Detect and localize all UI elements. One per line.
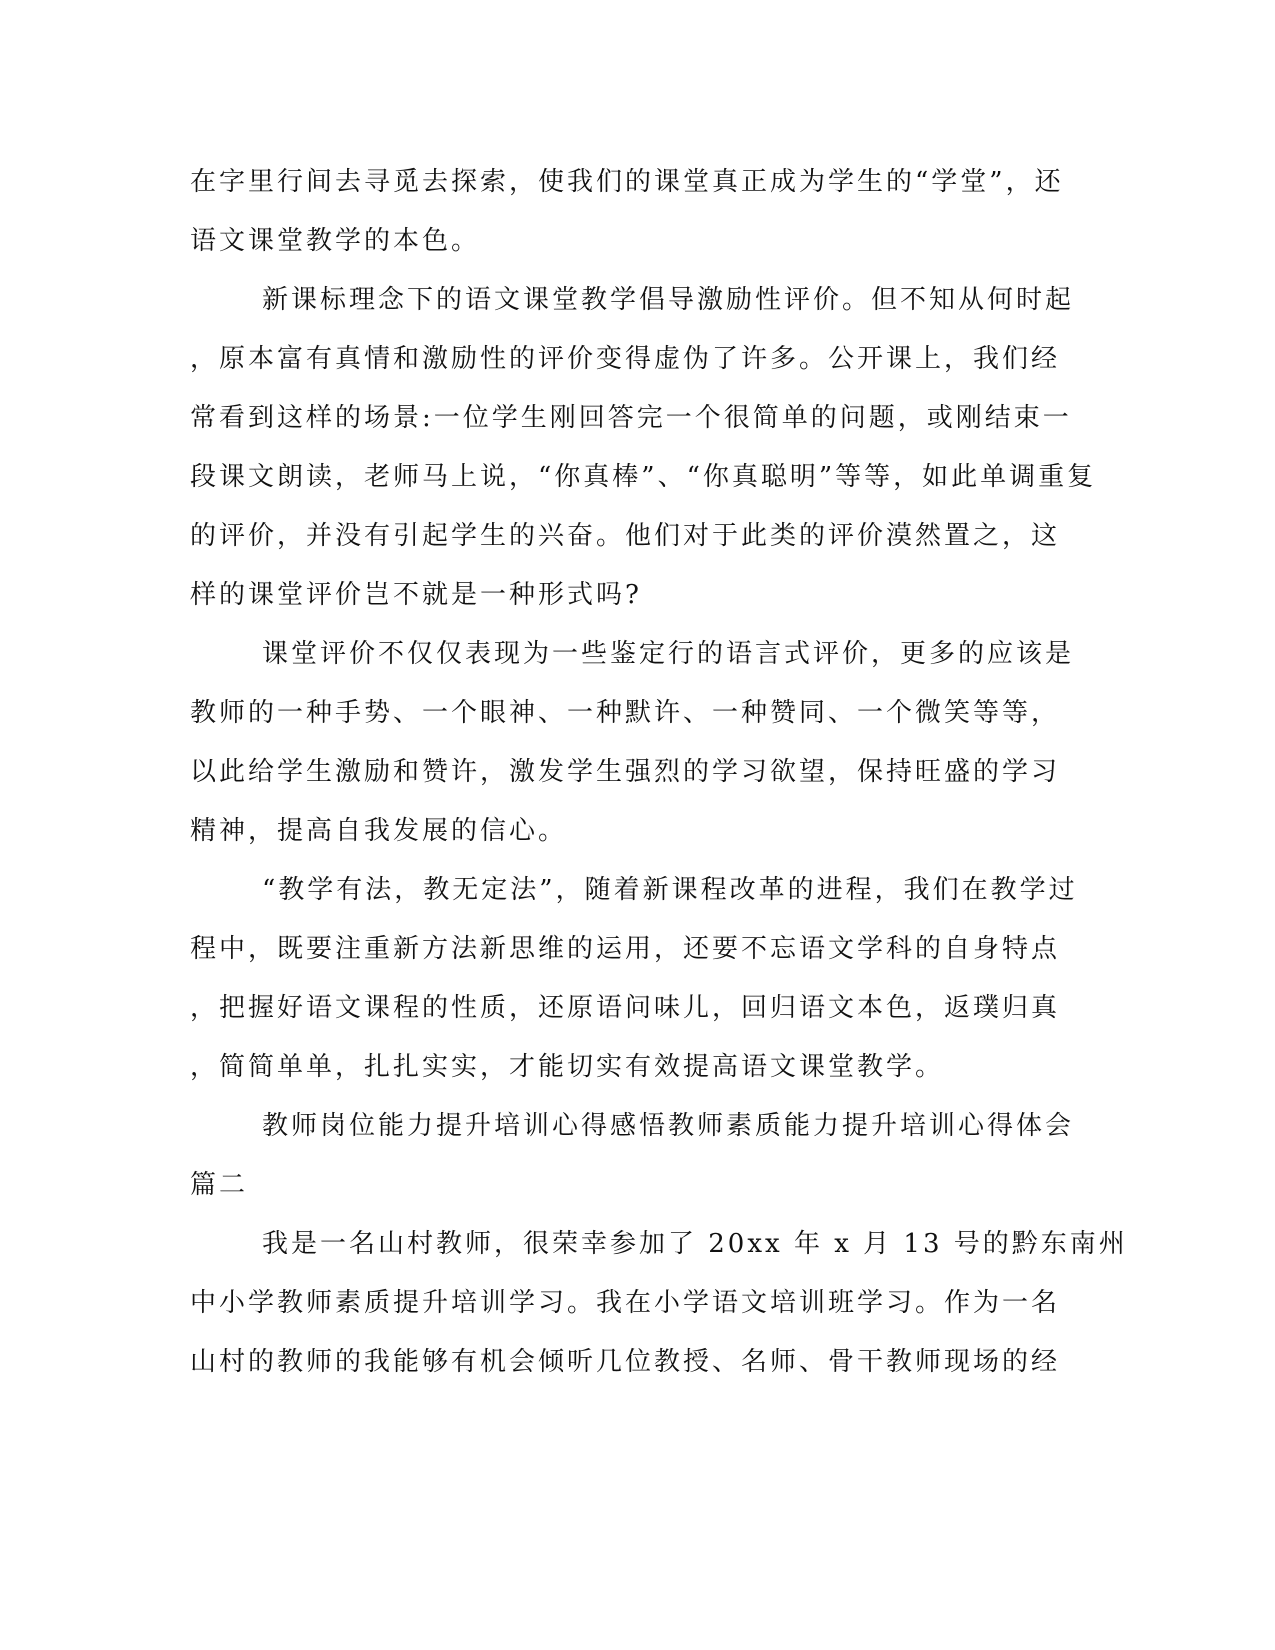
text-line: ，简简单单，扎扎实实，才能切实有效提高语文课堂教学。 (190, 1052, 945, 1082)
paragraph-first-line: 新课标理念下的语文课堂教学倡导激励性评价。但不知从何时起 (262, 285, 1075, 315)
paragraph-first-line: 我是一名山村教师，很荣幸参加了 20xx 年 x 月 13 号的黔东南州 (262, 1229, 1128, 1259)
text-line: 样的课堂评价岂不就是一种形式吗? (190, 580, 642, 610)
text-line: 程中，既要注重新方法新思维的运用，还要不忘语文学科的自身特点 (190, 934, 1061, 964)
paragraph-first-line: 课堂评价不仅仅表现为一些鉴定行的语言式评价，更多的应该是 (262, 639, 1075, 669)
text-line: 山村的教师的我能够有机会倾听几位教授、名师、骨干教师现场的经 (190, 1347, 1061, 1377)
text-line: 语文课堂教学的本色。 (190, 226, 481, 256)
section-heading-continuation: 篇二 (190, 1170, 249, 1200)
text-line: ，原本富有真情和激励性的评价变得虚伪了许多。公开课上，我们经 (190, 344, 1061, 374)
section-heading: 教师岗位能力提升培训心得感悟教师素质能力提升培训心得体会 (262, 1111, 1075, 1141)
text-line: ，把握好语文课程的性质，还原语问味儿，回归语文本色，返璞归真 (190, 993, 1061, 1023)
text-line: 中小学教师素质提升培训学习。我在小学语文培训班学习。作为一名 (190, 1288, 1061, 1318)
paragraph-first-line: “教学有法，教无定法”，随着新课程改革的进程，我们在教学过 (262, 875, 1078, 905)
text-line: 在字里行间去寻觅去探索，使我们的课堂真正成为学生的“学堂”，还 (190, 167, 1064, 197)
text-line: 的评价，并没有引起学生的兴奋。他们对于此类的评价漠然置之，这 (190, 521, 1061, 551)
text-line: 精神，提高自我发展的信心。 (190, 816, 568, 846)
text-line: 常看到这样的场景:一位学生刚回答完一个很简单的问题，或刚结束一 (190, 403, 1072, 433)
text-line: 以此给学生激励和赞许，激发学生强烈的学习欲望，保持旺盛的学习 (190, 757, 1061, 787)
text-line: 段课文朗读，老师马上说，“你真棒”、“你真聪明”等等，如此单调重复 (190, 462, 1097, 492)
text-line: 教师的一种手势、一个眼神、一种默许、一种赞同、一个微笑等等， (190, 698, 1061, 728)
